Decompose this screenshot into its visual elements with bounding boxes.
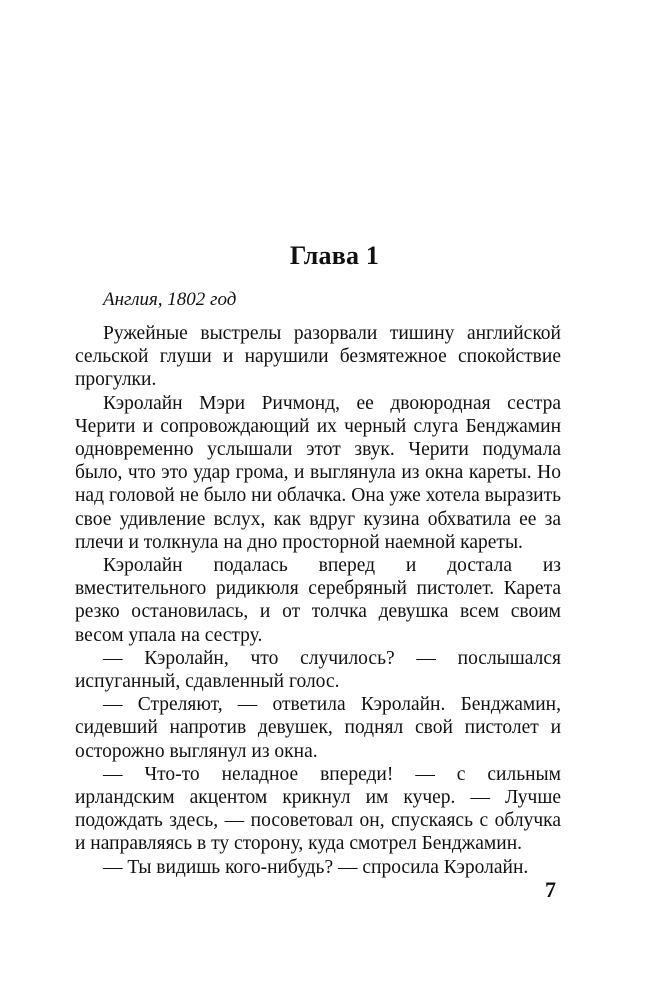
paragraph: — Что-то неладное впереди! — с сильным ирландским акцентом крикнул им кучер. — Лучше подождать здесь, — посоветовал он, спускаясь с облучка и направляясь в ту сторону, куда смотрел Бенджамин. [75, 763, 561, 855]
paragraph: — Ты видишь кого-нибудь? — спросила Кэролайн. [103, 856, 529, 878]
body-text [75, 322, 561, 879]
paragraph: — Кэролайн, что случилось? — послышался испуганный, сдавленный голос. [75, 647, 561, 693]
paragraph: Кэролайн Мэри Ричмонд, ее двоюродная сестра Черити и сопровождающий их черный слуга Бенджамин одновременно услышали этот звук. Черити подумала было, что это удар грома, и выглянула из окна кареты. Но над головой не было ни облачка. Она уже хотела выразить свое удивление вслух, как вдруг кузина обхватила ее за плечи и толкнула на дно просторной наемной кареты. [75, 392, 561, 553]
chapter-subtitle: Англия, 1802 год [103, 289, 237, 310]
chapter-title: Глава 1 [289, 241, 380, 270]
page-number: 7 [545, 877, 556, 902]
paragraph: — Стреляют, — ответила Кэролайн. Бенджамин, сидевший напротив девушек, поднял свой пистолет и осторожно выглянул из окна. [75, 694, 561, 762]
paragraph: Ружейные выстрелы разорвали тишину английской сельской глуши и нарушили безмятежное спокойствие прогулки. [75, 323, 561, 391]
paragraph: Кэролайн подалась вперед и достала из вместительного ридикюля серебряный пистолет. Карета резко остановилась, и от толчка девушка всем своим весом упала на сестру. [75, 555, 561, 646]
